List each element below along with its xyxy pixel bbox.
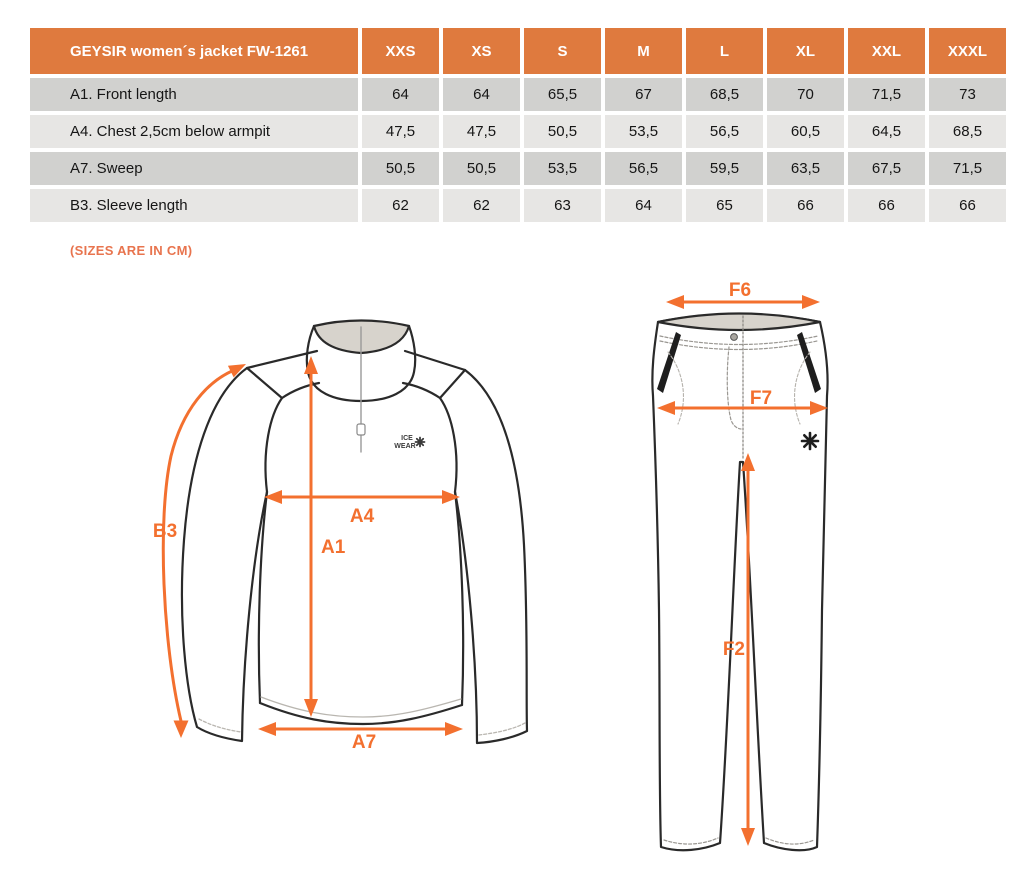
measurement-label-a7: A7 bbox=[351, 732, 377, 753]
size-value-cell: 64,5 bbox=[848, 115, 925, 148]
logo-text-line2: WEAR bbox=[394, 443, 416, 450]
size-value-cell: 56,5 bbox=[605, 152, 682, 185]
size-value-cell: 56,5 bbox=[686, 115, 763, 148]
size-value-cell: 50,5 bbox=[443, 152, 520, 185]
units-note: (SIZES ARE IN CM) bbox=[70, 243, 193, 258]
size-value-cell: 67,5 bbox=[848, 152, 925, 185]
chart-title: GEYSIR women´s jacket FW-1261 bbox=[30, 28, 358, 74]
size-value-cell: 53,5 bbox=[605, 115, 682, 148]
logo-text-line1: ICE bbox=[401, 435, 413, 442]
size-col-header-xxl: XXL bbox=[848, 28, 925, 74]
size-value-cell: 63 bbox=[524, 189, 601, 222]
size-col-header-m: M bbox=[605, 28, 682, 74]
measurement-label-cell: A7. Sweep bbox=[30, 152, 358, 185]
size-col-header-s: S bbox=[524, 28, 601, 74]
pants-diagram bbox=[652, 314, 827, 851]
size-col-header-xl: XL bbox=[767, 28, 844, 74]
size-value-cell: 67 bbox=[605, 78, 682, 111]
size-value-cell: 47,5 bbox=[362, 115, 439, 148]
size-value-cell: 65,5 bbox=[524, 78, 601, 111]
pants-outline bbox=[652, 314, 827, 850]
size-value-cell: 73 bbox=[929, 78, 1006, 111]
snowflake-icon bbox=[802, 433, 818, 449]
measurement-label-f7: F7 bbox=[749, 388, 773, 409]
size-value-cell: 68,5 bbox=[686, 78, 763, 111]
snowflake-icon bbox=[416, 438, 425, 447]
size-col-header-xxs: XXS bbox=[362, 28, 439, 74]
size-value-cell: 65 bbox=[686, 189, 763, 222]
size-col-header-xs: XS bbox=[443, 28, 520, 74]
size-value-cell: 62 bbox=[443, 189, 520, 222]
size-value-cell: 50,5 bbox=[362, 152, 439, 185]
measurement-label-a1: A1 bbox=[321, 537, 346, 558]
measurement-label-cell: A4. Chest 2,5cm below armpit bbox=[30, 115, 358, 148]
size-value-cell: 64 bbox=[443, 78, 520, 111]
size-value-cell: 71,5 bbox=[848, 78, 925, 111]
size-value-cell: 53,5 bbox=[524, 152, 601, 185]
size-value-cell: 70 bbox=[767, 78, 844, 111]
size-value-cell: 59,5 bbox=[686, 152, 763, 185]
pants-waist-button bbox=[731, 334, 738, 341]
size-value-cell: 63,5 bbox=[767, 152, 844, 185]
size-value-cell: 50,5 bbox=[524, 115, 601, 148]
size-value-cell: 62 bbox=[362, 189, 439, 222]
size-value-cell: 68,5 bbox=[929, 115, 1006, 148]
jacket-diagram bbox=[182, 321, 527, 744]
measurement-label-f6: F6 bbox=[728, 280, 752, 301]
size-value-cell: 64 bbox=[605, 189, 682, 222]
size-col-header-xxxl: XXXL bbox=[929, 28, 1006, 74]
size-value-cell: 47,5 bbox=[443, 115, 520, 148]
size-value-cell: 60,5 bbox=[767, 115, 844, 148]
size-value-cell: 66 bbox=[929, 189, 1006, 222]
size-value-cell: 64 bbox=[362, 78, 439, 111]
measurement-label-b3: B3 bbox=[152, 521, 178, 542]
size-value-cell: 66 bbox=[848, 189, 925, 222]
measurement-label-f2: F2 bbox=[722, 639, 745, 660]
measurement-label-cell: A1. Front length bbox=[30, 78, 358, 111]
size-value-cell: 71,5 bbox=[929, 152, 1006, 185]
size-col-header-l: L bbox=[686, 28, 763, 74]
measurement-label-cell: B3. Sleeve length bbox=[30, 189, 358, 222]
jacket-zipper-pull bbox=[357, 424, 365, 435]
measurement-label-a4: A4 bbox=[349, 506, 375, 527]
size-value-cell: 66 bbox=[767, 189, 844, 222]
